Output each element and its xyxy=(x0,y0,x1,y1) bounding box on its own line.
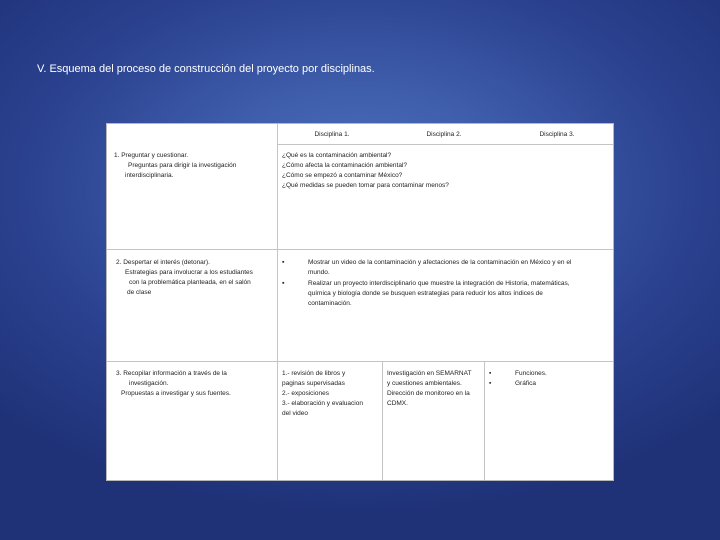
bullet-line: Realizar un proyecto interdisciplinario que muestre la integración de Historia, matemáticas, xyxy=(308,280,570,287)
question-line: ¿Qué medidas se pueden tomar para contaminar menos? xyxy=(282,182,449,189)
column-divider xyxy=(382,361,383,480)
bullet-icon: ▪ xyxy=(282,259,285,266)
disc1-line: paginas supervisadas xyxy=(282,380,345,387)
disc2-line: CDMX. xyxy=(387,400,408,407)
disc1-line: del video xyxy=(282,410,309,417)
process-table xyxy=(106,123,614,481)
row1-label-line: interdisciplinaria. xyxy=(125,172,174,179)
bullet-line: contaminación. xyxy=(308,300,352,307)
row3-label-line: Propuestas a investigar y sus fuentes. xyxy=(121,390,231,397)
bullet-line: química y biología donde se busquen estrategias para reducir los altos índices de xyxy=(308,290,543,297)
question-line: ¿Qué es la contaminación ambiental? xyxy=(282,152,392,159)
bullet-line: mundo. xyxy=(308,269,330,276)
row1-questions xyxy=(282,151,449,191)
row3-disciplina-3 xyxy=(489,369,609,389)
disc2-line: Investigación en SEMARNAT xyxy=(387,370,472,377)
bullet-icon: ▪ xyxy=(489,370,492,377)
header-disciplina-1: Disciplina 1. xyxy=(314,131,350,138)
row3-disciplina-2 xyxy=(387,369,471,409)
row3-label-line: investigación. xyxy=(129,380,169,387)
row1-label-line: 1. Preguntar y cuestionar. xyxy=(114,152,189,159)
slide-title: V. Esquema del proceso de construcción del proyecto por disciplinas. xyxy=(37,63,375,75)
row2-label-line: de clase xyxy=(127,289,152,296)
row-divider xyxy=(107,249,613,250)
row-divider xyxy=(107,361,613,362)
bullet-line: Mostrar un video de la contaminación y afectaciones de la contaminación en México y en el xyxy=(308,259,572,266)
header-disciplina-2: Disciplina 2. xyxy=(426,131,462,138)
row2-bullet-2 xyxy=(282,279,612,309)
row2-label-line: con la problemática planteada, en el salón xyxy=(129,279,251,286)
row3-disciplina-1 xyxy=(282,369,363,419)
disc1-line: 3.- elaboración y evaluacion xyxy=(282,400,363,407)
question-line: ¿Cómo se empezó a contaminar México? xyxy=(282,172,403,179)
row1-label xyxy=(114,151,236,181)
row2-label xyxy=(116,258,253,298)
question-line: ¿Cómo afecta la contaminación ambiental? xyxy=(282,162,408,169)
disc3-line: Gráfica xyxy=(515,380,536,387)
row2-label-line: 2. Despertar el interés (detonar). xyxy=(116,259,210,266)
disc2-line: y cuestiones ambientales. xyxy=(387,380,462,387)
row1-label-line: Preguntas para dirigir la investigación xyxy=(128,162,237,169)
row2-bullet-1 xyxy=(282,258,612,278)
row3-label-line: 3. Recopilar información a través de la xyxy=(116,370,227,377)
row2-label-line: Estrategias para involucrar a los estudiantes xyxy=(125,269,253,276)
column-divider xyxy=(484,361,485,480)
disc2-line: Dirección de monitoreo en la xyxy=(387,390,470,397)
column-divider xyxy=(277,124,278,480)
bullet-icon: ▪ xyxy=(282,280,285,287)
header-disciplina-3: Disciplina 3. xyxy=(539,131,575,138)
row3-label xyxy=(116,369,231,399)
row-divider xyxy=(277,144,613,145)
disc1-line: 2.- exposiciones xyxy=(282,390,329,397)
disc1-line: 1.- revisión de libros y xyxy=(282,370,346,377)
bullet-icon: ▪ xyxy=(489,380,492,387)
disc3-line: Funciones. xyxy=(515,370,547,377)
